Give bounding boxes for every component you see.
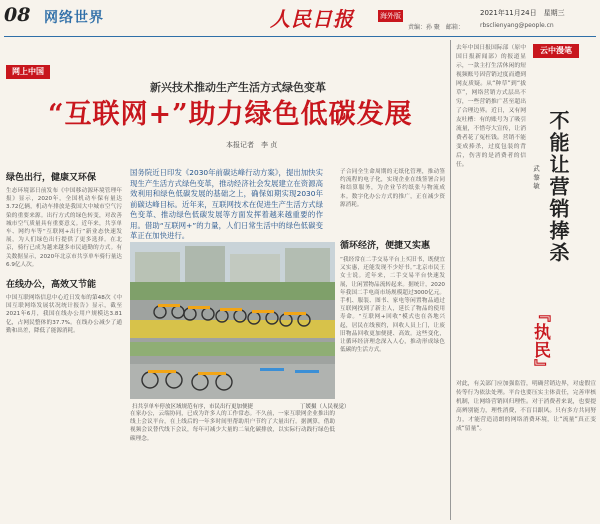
subheading-green-travel: 绿色出行，健康又环保 [6, 173, 97, 183]
column-author: 武 黎 敏 [532, 165, 540, 189]
body-text: 子合同全生命周期的无纸化管理，推动签约流程的电子化，实现企业在线签署合同和结算服务，为企业节约纸张与物流成本。数字化办公方式的推广，正在减少资源消耗。 [340, 169, 445, 208]
shared-bikes-photo [130, 242, 335, 399]
subheading-circular-economy: 循环经济，便捷又实惠 [340, 241, 431, 251]
section-title: 网络世界 [44, 10, 104, 26]
article-kicker: 新兴技术推动生产生活方式绿色变革 [150, 81, 326, 94]
column-pull-quote: 『执民』 [530, 305, 550, 377]
column-body: 对此，有关部门应加强监管，明确营销边界，对虚假宣传等行为依法处理。平台也要压实主体责任，完善审核机制，让网络营销回归理性。对于消费者来说，也要提高辨别能力，理性消费，不盲目跟风。只有多方共同努力，才能营造清朗的网络消费环境，让“流量”真正变成“留量”。 [456, 381, 596, 432]
newspaper-logo: 人民日报 [270, 7, 354, 31]
body-text: “我经常在二手交易平台上买旧书，既便宜又实惠，还能发现不少好书。”北京市民王女士说。近年来，二手交易平台快速发展，让闲置物品流转起来。据统计，2020年我国二手电商市场规模超过3000亿元。手机、服装、图书、家电等闲置物品通过互联网找到了新主人，延长了物品的使用寿命。“互联网+回收”模式也在各地兴起，居民在线预约，回收人员上门，让废旧物品回收更加便捷、高效。这些变化，让循环经济理念深入人心，推动形成绿色低碳的生活方式。 [340, 257, 445, 354]
article-byline: 本报记者 李 贞 [226, 141, 278, 149]
article-headline: “互联网+”助力绿色低碳发展 [48, 99, 413, 130]
column-title: 不能让营销捧杀 [546, 110, 570, 264]
photo-credit: 丁媛摄（人民视觉） [300, 404, 350, 410]
column-divider [450, 40, 451, 520]
editor-email: rbsclienyang@people.cn [480, 22, 554, 29]
photo-caption: 扫共享单车停放区域规范有序，市民出行更加便捷 [132, 404, 254, 410]
article-photo-shared-bikes [130, 242, 335, 399]
body-text: 中国互联网络信息中心近日发布的第48次《中国互联网络发展状况统计报告》显示，截至2021年6月，我国在线办公用户规模达3.81亿，占网民整体的37.7%。在线办公减少了通勤和出差，降低了能源消耗。 [6, 295, 122, 334]
column-tag: 云中漫笔 [533, 44, 579, 58]
article-lead: 国务院近日印发《2030年前碳达峰行动方案》，提出加快实现生产生活方式绿色变革，推动经济社会发展建立在资源高效利用和绿色低碳发展的基础之上，确保如期实现2030年前碳达峰目标。近年来，互联网技术在促进生产生活方式绿色变革、推动绿色低碳发展等方面发挥着越来越重要的作用。借助“互联网+”的力量，人们日常生活中的绿色低碳变革正在加快进行。 [130, 168, 323, 240]
masthead-rule [4, 36, 596, 37]
issue-date: 2021年11月24日 星期三 [480, 9, 565, 17]
masthead [0, 0, 600, 36]
page-number: 08 [4, 4, 31, 26]
column-body: 去年中国日报国际部（原中国日报新闻部）的报道显示，一款主打生活休闲的短视频账号因营销过度而遭到网友质疑。从“种草”到“拔草”，网络营销方式层出不穷，一些营销推广甚至超出了合理边界。近日，又有网友吐槽：有的账号为了吸引流量，不惜夸大宣传，让消费者花了冤枉钱。营销不能变成捧杀，过度包装的背后，伤害的是消费者的信任。 [456, 45, 526, 168]
editor-line: 责编：孙 聚 邮箱： [408, 24, 464, 31]
left-column [6, 170, 122, 335]
section-tag: 网上中国 [6, 65, 50, 79]
body-text: 在家办公，云端协同，已成为许多人的工作常态。不久前，一家互联网企业推出的线上会议平台，在上线后的一年多时间里帮助用户节约了大量出行。据测算，借助视频会议替代线下会议，每年可减少大量的二氧化碳排放，以实际行动践行绿色低碳理念。 [130, 411, 335, 442]
logo-tag: 海外版 [380, 12, 401, 20]
body-text: 生态环境部日前发布《中国移动源环境管理年报》显示，2020年，全国机动车保有量达3.72亿辆，机动车排放是我国大中城市空气污染的重要来源。出行方式的绿色转变，对改善城市空气质量具有重要意义。近年来，共享单车、网约车等“互联网+出行”新业态快速发展，为人们绿色出行提供了更多选择。在北京，骑行已成为越来越多市民通勤的方式。有关数据显示，2020年北京市共享单车骑行量达6.9亿人次。 [6, 188, 122, 268]
subheading-online-office: 在线办公，高效又节能 [6, 280, 97, 291]
